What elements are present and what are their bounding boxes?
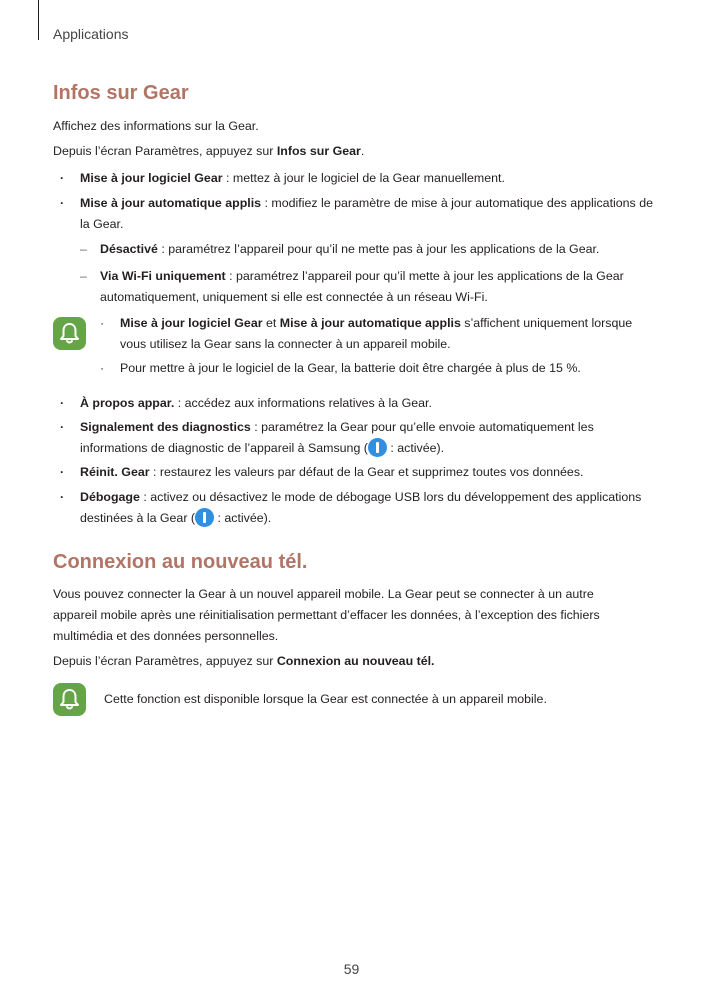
section2-para-line1: Vous pouvez connecter la Gear à un nouvel appareil mobile. La Gear peut se connecter à un autre: [53, 587, 594, 601]
page-number: 59: [343, 961, 360, 977]
note-bell-icon: [53, 683, 86, 716]
toggle-on-icon: [368, 438, 387, 457]
section2-para-line2: appareil mobile après une réinitialisation permettant d’effacer les données, à l’exception des fichiers: [53, 608, 600, 622]
section2-para-line3: multimédia et des données personnelles.: [53, 629, 279, 643]
section1-path: Depuis l’écran Paramètres, appuyez sur Infos sur Gear.: [53, 144, 365, 158]
section2-note: Cette fonction est disponible lorsque la Gear est connectée à un appareil mobile.: [104, 692, 547, 706]
section-title-connexion: Connexion au nouveau tél.: [53, 551, 308, 573]
header-rule: [38, 0, 39, 40]
toggle-on-icon: [195, 508, 214, 527]
section2-path: Depuis l’écran Paramètres, appuyez sur Connexion au nouveau tél.: [53, 654, 435, 668]
section-title-infos-gear: Infos sur Gear: [53, 82, 189, 104]
note-bell-icon: [53, 317, 86, 350]
section1-intro: Affichez des informations sur la Gear.: [53, 119, 259, 133]
chapter-title: Applications: [53, 26, 129, 42]
